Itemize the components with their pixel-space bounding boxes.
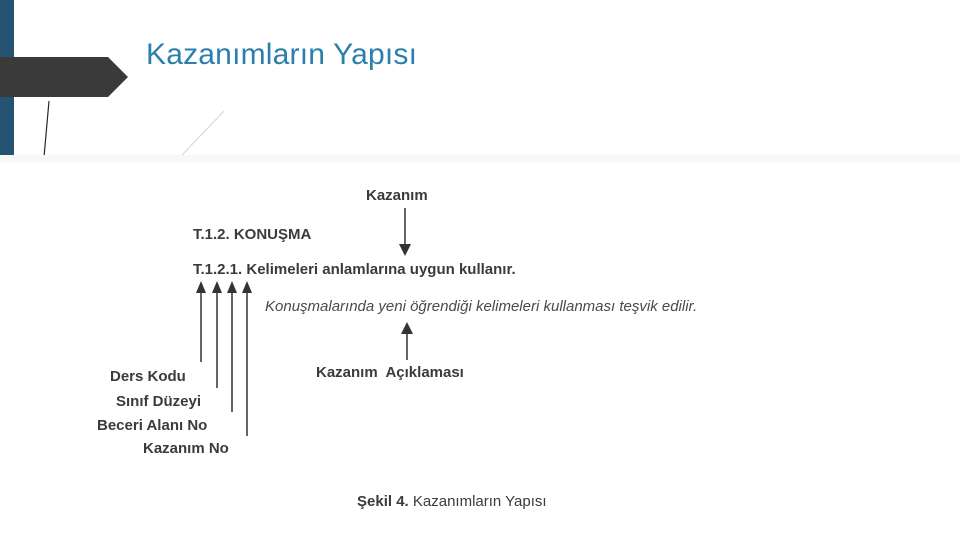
title-banner-shape: [0, 57, 128, 97]
code-part-kazanim-no: Kazanım No: [143, 440, 229, 457]
outcome-code: T.1.2.1.: [193, 261, 243, 278]
caption-prefix: Şekil 4.: [357, 493, 409, 510]
label-kazanim: Kazanım: [366, 187, 428, 204]
caption-text: Kazanımların Yapısı: [412, 493, 547, 510]
outcome-structure-figure: [0, 155, 960, 540]
unit-code: T.1.2. KONUŞMA: [193, 226, 312, 243]
code-part-sinif-duzeyi: Sınıf Düzeyi: [116, 393, 202, 410]
outcome-text: Kelimeleri anlamlarına uygun kullanır.: [246, 261, 516, 278]
label-explanation: Kazanım Açıklaması: [316, 364, 464, 381]
page-title: Kazanımların Yapısı: [146, 38, 418, 71]
figure-caption: [357, 493, 547, 510]
code-part-beceri-alani-no: Beceri Alanı No: [97, 417, 208, 434]
code-part-ders-kodu: Ders Kodu: [110, 368, 186, 385]
outcome-explanation: Konuşmalarında yeni öğrendiği kelimeleri kullanması teşvik edilir.: [265, 298, 698, 315]
outcome-line: [193, 261, 516, 278]
